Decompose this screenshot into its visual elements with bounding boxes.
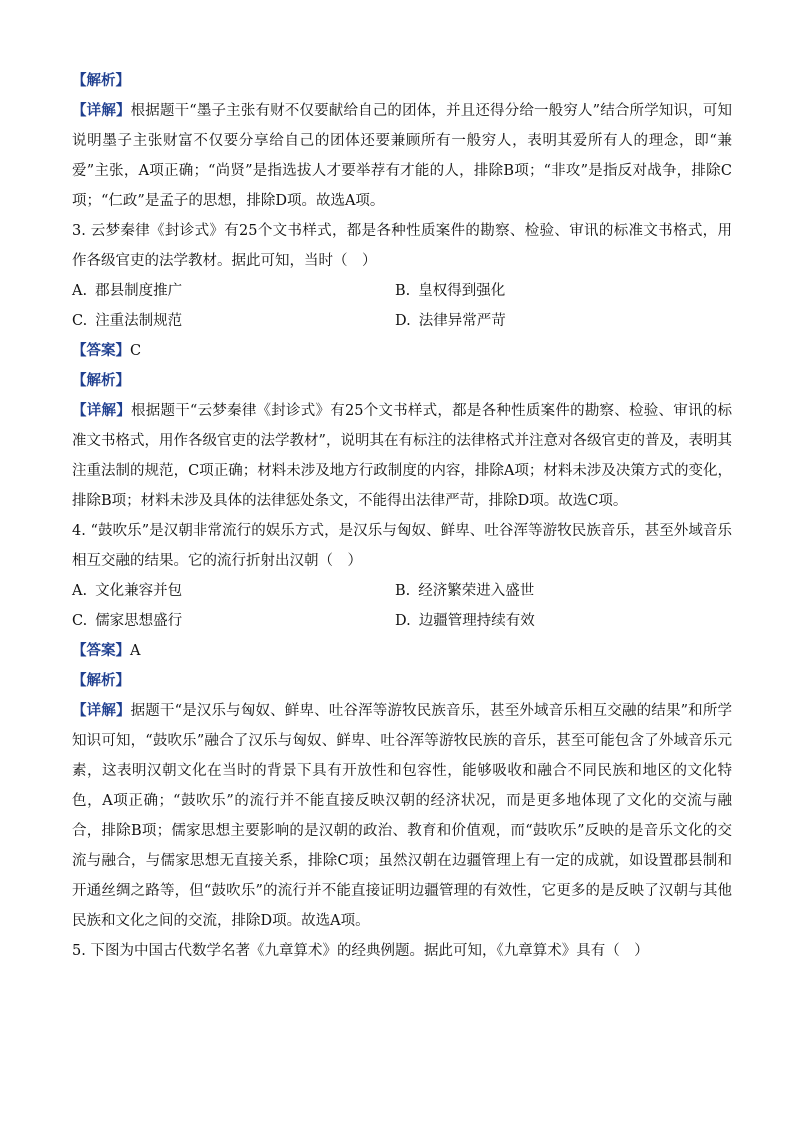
q3-number: 3. bbox=[72, 223, 86, 239]
q2-detail-paragraph bbox=[72, 96, 732, 216]
q4-detail-text: 据题干“是汉乐与匈奴、鲜卑、吐谷浑等游牧民族音乐，甚至外域音乐相互交融的结果”和所学知识可知，“鼓吹乐”融合了汉乐与匈奴、鲜卑、吐谷浑等游牧民族的音乐，甚至可能包含了外域音乐元素，这表明汉朝文化在当时的背景下具有开放性和包容性，能够吸收和融合不同民族和地区的文化特色，A项正确；“鼓吹乐”的流行并不能直接反映汉朝的经济状况，而是更多地体现了文化的交流与融合，排除B项；儒家思想主要影响的是汉朝的政治、教育和价值观，而“鼓吹乐”反映的是音乐文化的交流与融合，与儒家思想无直接关系，排除C项；虽然汉朝在边疆管理上有一定的成就，如设置郡县制和开通丝绸之路等，但“鼓吹乐”的流行并不能直接证明边疆管理的有效性，它更多的是反映了汉朝与其他民族和文化之间的交流，排除D项。故选A项。 bbox=[72, 703, 732, 929]
q4-analysis-heading bbox=[72, 666, 732, 696]
analysis-label: 【解析】 bbox=[72, 372, 130, 389]
q3-options-row-1 bbox=[72, 276, 732, 306]
answer-label: 【答案】 bbox=[72, 642, 130, 659]
page-content bbox=[72, 66, 732, 966]
q4-options-row-1 bbox=[72, 576, 732, 606]
q3-answer bbox=[72, 336, 732, 366]
q3-option-a: A. 郡县制度推广 bbox=[72, 283, 183, 299]
q3-analysis-heading bbox=[72, 366, 732, 396]
detail-label: 【详解】 bbox=[72, 402, 131, 419]
q3-option-d: D. 法律异常严苛 bbox=[395, 313, 506, 329]
q4-answer-value: A bbox=[130, 643, 141, 659]
q5-number: 5. bbox=[72, 943, 86, 959]
q4-stem bbox=[72, 516, 732, 576]
q3-answer-value: C bbox=[130, 343, 142, 359]
q4-detail-paragraph bbox=[72, 696, 732, 936]
q3-detail-text: 根据题干“云梦秦律《封诊式》有25个文书样式，都是各种性质案件的勘察、检验、审讯的标准文书格式，用作各级官吏的法学教材”，说明其在有标注的法律格式并注意对各级官吏的普及，表明其注重法制的规范，C项正确；材料未涉及地方行政制度的内容，排除A项；材料未涉及决策方式的变化，排除B项；材料未涉及具体的法律惩处条文，不能得出法律严苛，排除D项。故选C项。 bbox=[72, 403, 732, 509]
q3-stem bbox=[72, 216, 732, 276]
q4-option-d: D. 边疆管理持续有效 bbox=[395, 613, 535, 629]
q2-detail-text: 根据题干“墨子主张有财不仅要献给自己的团体，并且还得分给一般穷人”结合所学知识，可知说明墨子主张财富不仅要分享给自己的团体还要兼顾所有一般穷人，表明其爱所有人的理念，即“兼爱”主张，A项正确；“尚贤”是指选拔人才要举荐有才能的人，排除B项；“非攻”是指反对战争，排除C项；“仁政”是孟子的思想，排除D项。故选A项。 bbox=[72, 103, 732, 209]
q3-option-b: B. 皇权得到强化 bbox=[395, 283, 506, 299]
q3-options-row-2 bbox=[72, 306, 732, 336]
q4-number: 4. bbox=[72, 523, 86, 539]
q3-option-c: C. 注重法制规范 bbox=[72, 313, 183, 329]
q5-stem-text: 下图为中国古代数学名著《九章算术》的经典例题。据此可知，《九章算术》具有（ ） bbox=[90, 943, 649, 959]
q5-stem bbox=[72, 936, 732, 966]
q4-option-a: A. 文化兼容并包 bbox=[72, 583, 183, 599]
q4-option-c: C. 儒家思想盛行 bbox=[72, 613, 183, 629]
q3-stem-text: 云梦秦律《封诊式》有25个文书样式，都是各种性质案件的勘察、检验、审讯的标准文书格式，用作各级官吏的法学教材。据此可知，当时（ ） bbox=[72, 223, 732, 269]
detail-label: 【详解】 bbox=[72, 102, 131, 119]
q2-analysis-heading bbox=[72, 66, 732, 96]
detail-label: 【详解】 bbox=[72, 702, 131, 719]
q3-detail-paragraph bbox=[72, 396, 732, 516]
q4-option-b: B. 经济繁荣进入盛世 bbox=[395, 583, 535, 599]
q4-stem-text: “鼓吹乐”是汉朝非常流行的娱乐方式，是汉乐与匈奴、鲜卑、吐谷浑等游牧民族音乐，甚至外域音乐相互交融的结果。它的流行折射出汉朝（ ） bbox=[72, 523, 733, 569]
answer-label: 【答案】 bbox=[72, 342, 130, 359]
analysis-label: 【解析】 bbox=[72, 672, 130, 689]
q4-answer bbox=[72, 636, 732, 666]
q4-options-row-2 bbox=[72, 606, 732, 636]
analysis-label: 【解析】 bbox=[72, 72, 130, 89]
